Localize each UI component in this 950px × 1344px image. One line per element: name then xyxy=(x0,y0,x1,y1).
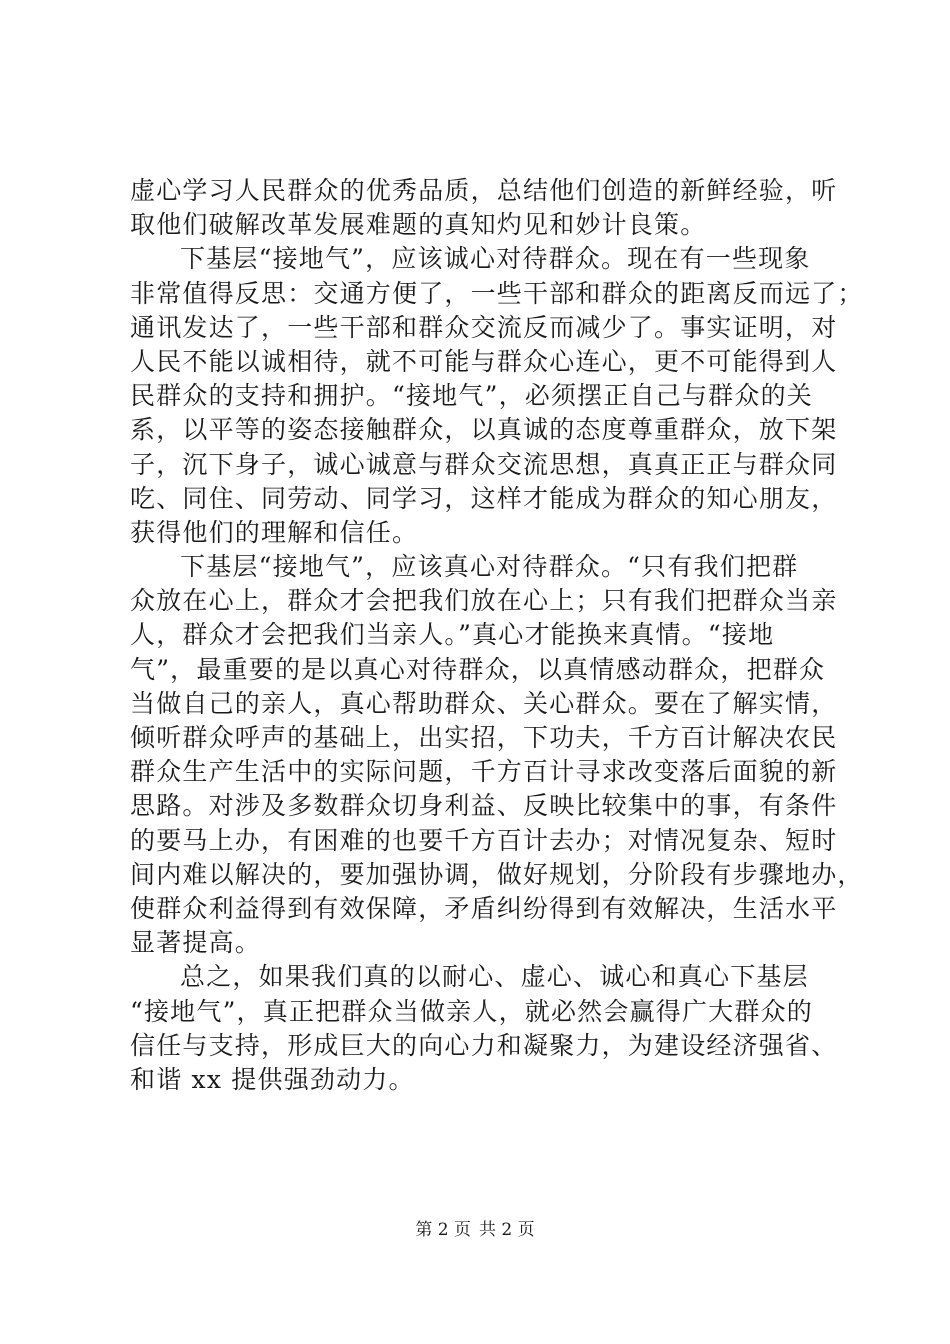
text-line: 吃、同住、同劳动、同学习，这样才能成为群众的知心朋友， xyxy=(130,483,838,513)
text-line: 使群众利益得到有效保障，矛盾纠纷得到有效解决，生活水平 xyxy=(130,893,838,923)
text-line: 间内难以解决的，要加强协调，做好规划，分阶段有步骤地办， xyxy=(130,859,864,889)
text-line: 子，沉下身子，诚心诚意与群众交流思想，真真正正与群众同 xyxy=(130,449,838,479)
text-line: 思路。对涉及多数群众切身利益、反映比较集中的事，有条件 xyxy=(130,791,838,821)
text-line: 群众生产生活中的实际问题，千方百计寻求改变落后面貌的新 xyxy=(130,757,838,787)
text-line: 和谐 xx 提供强劲动力。 xyxy=(130,1064,415,1094)
paragraph-start-line: 总之，如果我们真的以耐心、虚心、诚心和真心下基层 xyxy=(180,962,809,992)
paragraph-start-line: 下基层“接地气”，应该诚心对待群众。现在有一些现象 xyxy=(180,244,811,274)
text-line: 非常值得反思：交通方便了，一些干部和群众的距离反而远了； xyxy=(130,278,864,308)
text-line: 获得他们的理解和信任。 xyxy=(130,517,419,547)
text-line: 人，群众才会把我们当亲人。”真心才能换来真情。“接地 xyxy=(130,620,775,650)
text-line: 倾听群众呼声的基础上，出实招，下功夫，千方百计解决农民 xyxy=(130,723,838,752)
text-line: 的要马上办，有困难的也要千方百计去办；对情况复杂、短时 xyxy=(130,825,838,855)
text-line: “接地气”，真正把群众当做亲人，就必然会赢得广大群众的 xyxy=(130,996,813,1026)
text-line: 信任与支持，形成巨大的向心力和凝聚力，为建设经济强省、 xyxy=(130,1030,838,1060)
text-line: 通讯发达了，一些干部和群众交流反而减少了。事实证明，对 xyxy=(130,312,838,342)
page-number: 第 2 页 xyxy=(415,1220,471,1240)
text-line: 民群众的支持和拥护。“接地气”，必须摆正自己与群众的关 xyxy=(130,381,813,411)
text-line: 众放在心上，群众才会把我们放在心上；只有我们把群众当亲 xyxy=(130,586,838,616)
text-line: 气”，最重要的是以真心对待群众，以真情感动群众，把群众 xyxy=(130,654,826,684)
text-line: 系，以平等的姿态接触群众，以真诚的态度尊重群众，放下架 xyxy=(130,415,838,445)
text-line: 显著提高。 xyxy=(130,928,262,958)
paragraph-start-line: 下基层“接地气”，应该真心对待群众。“只有我们把群 xyxy=(180,552,799,582)
text-line: 虚心学习人民群众的优秀品质，总结他们创造的新鲜经验，听 xyxy=(130,176,838,205)
text-line: 取他们破解改革发展难题的真知灼见和妙计良策。 xyxy=(130,210,707,240)
page-total: 共 2 页 xyxy=(479,1220,535,1240)
text-line: 当做自己的亲人，真心帮助群众、关心群众。要在了解实情， xyxy=(130,688,838,718)
page-footer xyxy=(0,1215,950,1240)
text-line: 人民不能以诚相待，就不可能与群众心连心，更不可能得到人 xyxy=(130,346,838,376)
body-text xyxy=(130,174,864,1097)
